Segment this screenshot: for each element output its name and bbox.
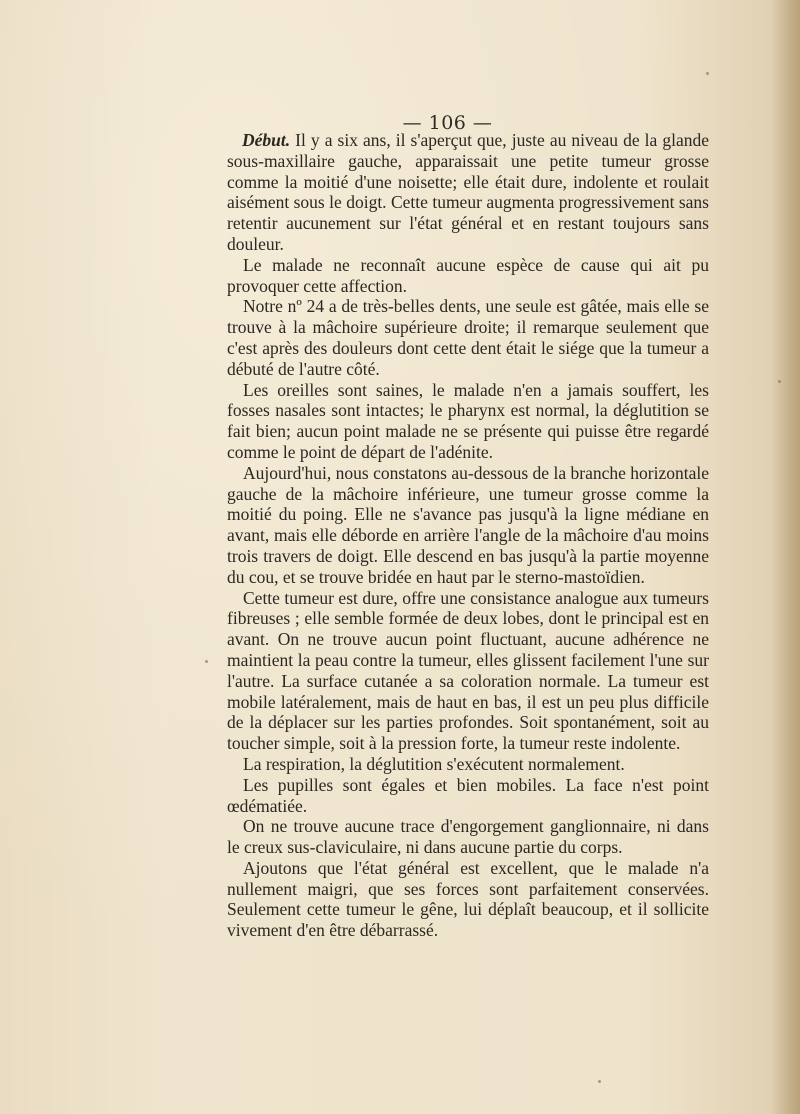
paper-speck — [778, 380, 781, 383]
paragraph: Aujourd'hui, nous constatons au-dessous de la branche horizontale gauche de la mâchoire inférieure, une tumeur grosse comme la moitié du poing. Elle ne s'avance pas jusqu'à la ligne médiane en avant, mais elle déborde en arrière l'angle de la mâchoire d'au moins trois travers de doigt. Elle descend en bas jusqu'à la partie moyenne du cou, et se trouve bridée en haut par le sterno-mastoïdien. — [227, 462, 709, 587]
page-edge-shadow — [772, 0, 800, 1114]
body-text — [227, 130, 709, 941]
paragraph: Le malade ne reconnaît aucune espèce de cause qui ait pu provoquer cette affection. — [227, 254, 709, 296]
paragraph: Ajoutons que l'état général est excellent, que le malade n'a nullement maigri, que ses forces sont parfaitement conservées. Seulement cette tumeur le gêne, lui déplaît beaucoup, et il sollicite vivement d'en être débarrassé. — [227, 857, 709, 941]
paper-speck — [598, 1080, 601, 1083]
paragraph-lead: Début. — [242, 130, 291, 150]
page-number: — 106 — — [402, 112, 493, 134]
paragraph-text: Il y a six ans, il s'aperçut que, juste au niveau de la glande sous-maxillaire gauche, apparaissait une petite tumeur grosse comme la moitié d'une noisette; elle était dure, indolente et roulait aisément sous le doigt. Cette tumeur augmenta progressivement sans retentir aucunement sur l'état général et en restant toujours sans douleur. — [227, 130, 709, 254]
paragraph: Les pupilles sont égales et bien mobiles. La face n'est point œdématiée. — [227, 774, 709, 816]
paper-speck — [205, 660, 208, 663]
paragraph: Notre nº 24 a de très-belles dents, une seule est gâtée, mais elle se trouve à la mâchoire supérieure droite; il remarque seulement que c'est après des douleurs dont cette dent était le siége que la tumeur a débuté de l'autre côté. — [227, 296, 709, 379]
paragraph: Les oreilles sont saines, le malade n'en a jamais souffert, les fosses nasales sont intactes; le pharynx est normal, la déglutition se fait bien; aucun point malade ne se présente qui puisse être regardé comme le point de départ de l'adénite. — [227, 379, 709, 462]
paper-speck — [706, 72, 709, 75]
paragraph — [227, 130, 709, 255]
paragraph: Cette tumeur est dure, offre une consistance analogue aux tumeurs fibreuses ; elle semble formée de deux lobes, dont le principal est en avant. On ne trouve aucun point fluctuant, aucune adhérence ne maintient la peau contre la tumeur, elles glissent facilement l'une sur l'autre. La surface cutanée a sa coloration normale. La tumeur est mobile latéralement, mais de haut en bas, il est un peu plus difficile de la déplacer sur les parties profondes. Soit spontanément, soit au toucher simple, soit à la pression forte, la tumeur reste indolente. — [227, 587, 709, 754]
paragraph: On ne trouve aucune trace d'engorgement ganglionnaire, ni dans le creux sus-claviculaire, ni dans aucune partie du corps. — [227, 816, 709, 858]
paragraph: La respiration, la déglutition s'exécutent normalement. — [243, 753, 625, 774]
